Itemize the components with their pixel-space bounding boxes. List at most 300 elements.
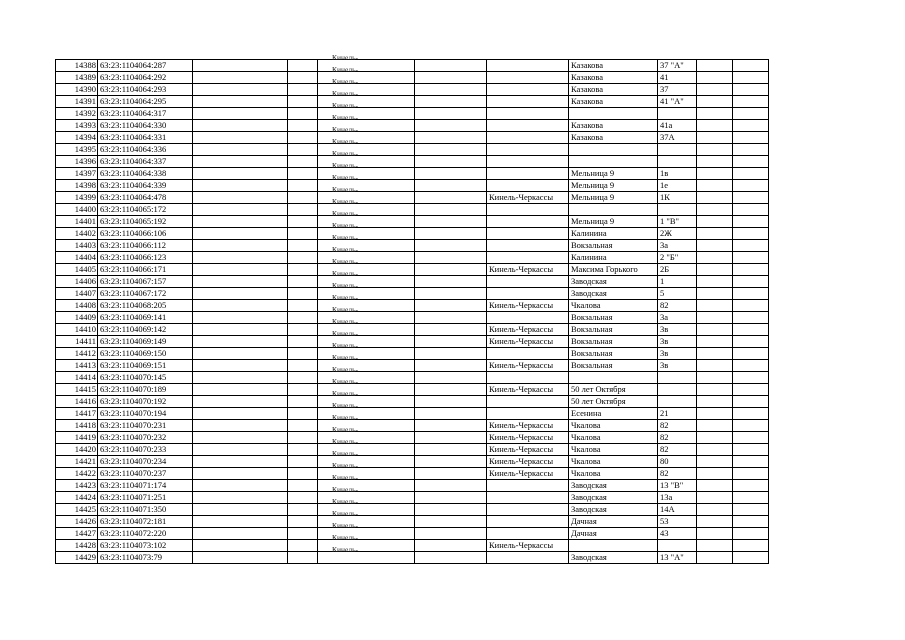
empty-cell bbox=[193, 312, 288, 324]
cadastral-number: 63:23:1104067:172 bbox=[98, 288, 193, 300]
table-row bbox=[56, 420, 769, 432]
city-cell bbox=[487, 288, 569, 300]
cadastral-number: 63:23:1104070:237 bbox=[98, 468, 193, 480]
city-cell: Кинель-Черкассы bbox=[487, 300, 569, 312]
district-text: Кинель- bbox=[332, 377, 359, 386]
empty-cell bbox=[697, 264, 733, 276]
empty-cell bbox=[733, 168, 769, 180]
table-row bbox=[56, 492, 769, 504]
empty-cell bbox=[415, 420, 487, 432]
empty-cell bbox=[193, 72, 288, 84]
empty-cell bbox=[733, 552, 769, 564]
empty-cell bbox=[288, 156, 318, 168]
street-cell: Заводская bbox=[569, 288, 658, 300]
empty-cell bbox=[415, 516, 487, 528]
empty-cell bbox=[193, 408, 288, 420]
house-cell: 82 bbox=[658, 420, 697, 432]
empty-cell bbox=[193, 252, 288, 264]
empty-cell bbox=[733, 60, 769, 72]
row-number: 14426 bbox=[56, 516, 98, 528]
empty-cell bbox=[733, 120, 769, 132]
empty-cell bbox=[415, 384, 487, 396]
empty-cell bbox=[193, 96, 288, 108]
table-row bbox=[56, 396, 769, 408]
table-row bbox=[56, 372, 769, 384]
district-text: Кинель- bbox=[332, 437, 359, 446]
table-row bbox=[56, 144, 769, 156]
empty-cell bbox=[288, 516, 318, 528]
table-row bbox=[56, 480, 769, 492]
empty-cell bbox=[733, 276, 769, 288]
cadastral-number: 63:23:1104064:336 bbox=[98, 144, 193, 156]
district-text: Кинель- bbox=[332, 269, 359, 278]
cadastral-number: 63:23:1104064:339 bbox=[98, 180, 193, 192]
cadastral-number: 63:23:1104069:141 bbox=[98, 312, 193, 324]
empty-cell bbox=[733, 300, 769, 312]
empty-cell bbox=[733, 384, 769, 396]
empty-cell bbox=[697, 348, 733, 360]
house-cell bbox=[658, 384, 697, 396]
house-cell bbox=[658, 108, 697, 120]
cadastral-number: 63:23:1104070:189 bbox=[98, 384, 193, 396]
empty-cell bbox=[733, 396, 769, 408]
house-cell: 80 bbox=[658, 456, 697, 468]
row-number: 14412 bbox=[56, 348, 98, 360]
empty-cell bbox=[288, 96, 318, 108]
row-number: 14416 bbox=[56, 396, 98, 408]
city-cell bbox=[487, 348, 569, 360]
city-cell bbox=[487, 240, 569, 252]
city-cell: Кинель-Черкассы bbox=[487, 324, 569, 336]
table-row bbox=[56, 300, 769, 312]
house-cell: 2Ж bbox=[658, 228, 697, 240]
street-cell: Заводская bbox=[569, 480, 658, 492]
house-cell: 82 bbox=[658, 432, 697, 444]
empty-cell bbox=[415, 432, 487, 444]
empty-cell bbox=[288, 72, 318, 84]
empty-cell bbox=[697, 408, 733, 420]
house-cell: 41а bbox=[658, 120, 697, 132]
house-cell: 41 bbox=[658, 72, 697, 84]
empty-cell bbox=[733, 96, 769, 108]
row-number: 14420 bbox=[56, 444, 98, 456]
empty-cell bbox=[697, 468, 733, 480]
empty-cell bbox=[288, 552, 318, 564]
empty-cell bbox=[733, 540, 769, 552]
empty-cell bbox=[733, 360, 769, 372]
empty-cell bbox=[697, 288, 733, 300]
street-cell bbox=[569, 204, 658, 216]
street-cell: Чкалова bbox=[569, 300, 658, 312]
empty-cell bbox=[697, 456, 733, 468]
empty-cell bbox=[288, 120, 318, 132]
house-cell: 37А bbox=[658, 132, 697, 144]
row-number: 14418 bbox=[56, 420, 98, 432]
empty-cell bbox=[288, 168, 318, 180]
district-text: Кинель- bbox=[332, 257, 359, 266]
empty-cell bbox=[193, 336, 288, 348]
city-cell bbox=[487, 516, 569, 528]
street-cell: Вокзальная bbox=[569, 324, 658, 336]
house-cell bbox=[658, 540, 697, 552]
cadastral-number: 63:23:1104070:194 bbox=[98, 408, 193, 420]
empty-cell bbox=[415, 216, 487, 228]
district-text: Кинель- bbox=[332, 401, 359, 410]
city-cell bbox=[487, 408, 569, 420]
table-row bbox=[56, 264, 769, 276]
district-text: Кинель- bbox=[332, 221, 359, 230]
empty-cell bbox=[193, 420, 288, 432]
empty-cell bbox=[193, 468, 288, 480]
cadastral-number: 63:23:1104064:292 bbox=[98, 72, 193, 84]
cadastral-number: 63:23:1104069:151 bbox=[98, 360, 193, 372]
empty-cell bbox=[733, 408, 769, 420]
district-text: Кинель- bbox=[332, 281, 359, 290]
empty-cell bbox=[193, 504, 288, 516]
empty-cell bbox=[697, 540, 733, 552]
street-cell: Калинина bbox=[569, 228, 658, 240]
street-cell: Вокзальная bbox=[569, 360, 658, 372]
empty-cell bbox=[288, 420, 318, 432]
street-cell: Есенина bbox=[569, 408, 658, 420]
empty-cell bbox=[193, 84, 288, 96]
empty-cell bbox=[415, 144, 487, 156]
empty-cell bbox=[697, 480, 733, 492]
house-cell: 1 bbox=[658, 276, 697, 288]
street-cell: Мельница 9 bbox=[569, 168, 658, 180]
empty-cell bbox=[733, 204, 769, 216]
district-text: Кинель- bbox=[332, 77, 359, 86]
empty-cell bbox=[288, 240, 318, 252]
house-cell: 1 "В" bbox=[658, 216, 697, 228]
empty-cell bbox=[193, 204, 288, 216]
empty-cell bbox=[288, 192, 318, 204]
empty-cell bbox=[288, 540, 318, 552]
empty-cell bbox=[193, 240, 288, 252]
district-text: Кинель- bbox=[332, 317, 359, 326]
city-cell bbox=[487, 528, 569, 540]
empty-cell bbox=[733, 468, 769, 480]
empty-cell bbox=[288, 180, 318, 192]
empty-cell bbox=[193, 552, 288, 564]
empty-cell bbox=[733, 348, 769, 360]
row-number: 14413 bbox=[56, 360, 98, 372]
empty-cell bbox=[288, 216, 318, 228]
row-number: 14423 bbox=[56, 480, 98, 492]
city-cell bbox=[487, 480, 569, 492]
city-cell bbox=[487, 276, 569, 288]
street-cell bbox=[569, 372, 658, 384]
table-row bbox=[56, 252, 769, 264]
empty-cell bbox=[193, 288, 288, 300]
empty-cell bbox=[288, 372, 318, 384]
cadastral-number: 63:23:1104064:295 bbox=[98, 96, 193, 108]
empty-cell bbox=[697, 192, 733, 204]
city-cell bbox=[487, 72, 569, 84]
empty-cell bbox=[415, 72, 487, 84]
district-text: Кинель- bbox=[332, 185, 359, 194]
empty-cell bbox=[288, 360, 318, 372]
city-cell bbox=[487, 504, 569, 516]
row-number: 14419 bbox=[56, 432, 98, 444]
empty-cell bbox=[697, 276, 733, 288]
row-number: 14410 bbox=[56, 324, 98, 336]
city-cell: Кинель-Черкассы bbox=[487, 192, 569, 204]
empty-cell bbox=[193, 300, 288, 312]
empty-cell bbox=[193, 324, 288, 336]
empty-cell bbox=[697, 552, 733, 564]
house-cell: 2 "Б" bbox=[658, 252, 697, 264]
empty-cell bbox=[697, 420, 733, 432]
cadastral-number: 63:23:1104064:287 bbox=[98, 60, 193, 72]
empty-cell bbox=[415, 108, 487, 120]
house-cell: 37 "А" bbox=[658, 60, 697, 72]
city-cell bbox=[487, 252, 569, 264]
empty-cell bbox=[193, 264, 288, 276]
city-cell bbox=[487, 372, 569, 384]
cadastral-number: 63:23:1104073:79 bbox=[98, 552, 193, 564]
empty-cell bbox=[288, 432, 318, 444]
row-number: 14425 bbox=[56, 504, 98, 516]
district-text: Кинель- bbox=[332, 425, 359, 434]
empty-cell bbox=[193, 492, 288, 504]
city-cell bbox=[487, 120, 569, 132]
table-row bbox=[56, 444, 769, 456]
row-number: 14399 bbox=[56, 192, 98, 204]
cadastral-number: 63:23:1104072:181 bbox=[98, 516, 193, 528]
row-number: 14402 bbox=[56, 228, 98, 240]
row-number: 14400 bbox=[56, 204, 98, 216]
empty-cell bbox=[288, 408, 318, 420]
table-row bbox=[56, 180, 769, 192]
empty-cell bbox=[697, 324, 733, 336]
empty-cell bbox=[415, 312, 487, 324]
empty-cell bbox=[193, 156, 288, 168]
table-row bbox=[56, 540, 769, 552]
house-cell: 53 bbox=[658, 516, 697, 528]
empty-cell bbox=[415, 348, 487, 360]
street-cell: Вокзальная bbox=[569, 348, 658, 360]
empty-cell bbox=[733, 216, 769, 228]
house-cell bbox=[658, 372, 697, 384]
empty-cell bbox=[733, 192, 769, 204]
table-row bbox=[56, 72, 769, 84]
city-cell bbox=[487, 492, 569, 504]
street-cell: Казакова bbox=[569, 60, 658, 72]
table-row bbox=[56, 60, 769, 72]
empty-cell bbox=[697, 96, 733, 108]
street-cell: Максима Горького bbox=[569, 264, 658, 276]
empty-cell bbox=[288, 456, 318, 468]
cadastral-number: 63:23:1104064:478 bbox=[98, 192, 193, 204]
street-cell: Заводская bbox=[569, 504, 658, 516]
street-cell: Чкалова bbox=[569, 444, 658, 456]
empty-cell bbox=[415, 276, 487, 288]
empty-cell bbox=[193, 540, 288, 552]
house-cell: 13 "В" bbox=[658, 480, 697, 492]
empty-cell bbox=[415, 156, 487, 168]
empty-cell bbox=[415, 240, 487, 252]
empty-cell bbox=[415, 60, 487, 72]
empty-cell bbox=[697, 132, 733, 144]
empty-cell bbox=[193, 276, 288, 288]
row-number: 14404 bbox=[56, 252, 98, 264]
row-number: 14401 bbox=[56, 216, 98, 228]
empty-cell bbox=[733, 444, 769, 456]
empty-cell bbox=[733, 420, 769, 432]
district-text: Кинель- bbox=[332, 89, 359, 98]
district-text: Кинель- bbox=[332, 485, 359, 494]
house-cell bbox=[658, 156, 697, 168]
empty-cell bbox=[288, 312, 318, 324]
city-cell: Кинель-Черкассы bbox=[487, 360, 569, 372]
empty-cell bbox=[697, 384, 733, 396]
empty-cell bbox=[733, 480, 769, 492]
district-text: Кинель- bbox=[332, 341, 359, 350]
cadastral-number: 63:23:1104069:150 bbox=[98, 348, 193, 360]
district-text: Кинель- bbox=[332, 365, 359, 374]
empty-cell bbox=[697, 84, 733, 96]
empty-cell bbox=[415, 408, 487, 420]
house-cell: 21 bbox=[658, 408, 697, 420]
district-text: Кинель- bbox=[332, 413, 359, 422]
district-text: Кинель- bbox=[332, 113, 359, 122]
street-cell: Заводская bbox=[569, 276, 658, 288]
street-cell: Мельница 9 bbox=[569, 180, 658, 192]
city-cell: Кинель-Черкассы bbox=[487, 432, 569, 444]
district-text: Кинель- bbox=[332, 449, 359, 458]
empty-cell bbox=[288, 252, 318, 264]
cadastral-number: 63:23:1104072:220 bbox=[98, 528, 193, 540]
empty-cell bbox=[415, 504, 487, 516]
empty-cell bbox=[697, 240, 733, 252]
table-row bbox=[56, 312, 769, 324]
city-cell bbox=[487, 312, 569, 324]
district-text: Кинель- bbox=[332, 353, 359, 362]
district-cell bbox=[318, 545, 415, 564]
row-number: 14393 bbox=[56, 120, 98, 132]
street-cell bbox=[569, 144, 658, 156]
district-text: Кинель- bbox=[332, 509, 359, 518]
table-row bbox=[56, 360, 769, 372]
empty-cell bbox=[697, 516, 733, 528]
empty-cell bbox=[733, 516, 769, 528]
table-row bbox=[56, 288, 769, 300]
cadastral-number: 63:23:1104071:251 bbox=[98, 492, 193, 504]
cadastral-number: 63:23:1104073:102 bbox=[98, 540, 193, 552]
house-cell: 3в bbox=[658, 324, 697, 336]
table-row bbox=[56, 516, 769, 528]
empty-cell bbox=[733, 312, 769, 324]
street-cell: Казакова bbox=[569, 72, 658, 84]
house-cell: 3в bbox=[658, 348, 697, 360]
empty-cell bbox=[288, 228, 318, 240]
cadastral-number: 63:23:1104069:149 bbox=[98, 336, 193, 348]
house-cell bbox=[658, 204, 697, 216]
house-cell: 43 bbox=[658, 528, 697, 540]
street-cell: Казакова bbox=[569, 132, 658, 144]
empty-cell bbox=[193, 168, 288, 180]
city-cell: Кинель-Черкассы bbox=[487, 264, 569, 276]
table-row bbox=[56, 276, 769, 288]
empty-cell bbox=[288, 84, 318, 96]
empty-cell bbox=[733, 324, 769, 336]
house-cell: 1в bbox=[658, 168, 697, 180]
cadastral-number: 63:23:1104070:232 bbox=[98, 432, 193, 444]
table-row bbox=[56, 156, 769, 168]
empty-cell bbox=[193, 516, 288, 528]
table-row bbox=[56, 168, 769, 180]
empty-cell bbox=[733, 240, 769, 252]
empty-cell bbox=[733, 372, 769, 384]
city-cell bbox=[487, 216, 569, 228]
empty-cell bbox=[415, 120, 487, 132]
row-number: 14407 bbox=[56, 288, 98, 300]
cadastral-table bbox=[55, 53, 769, 564]
cadastral-number: 63:23:1104070:234 bbox=[98, 456, 193, 468]
row-number: 14421 bbox=[56, 456, 98, 468]
table-row bbox=[56, 84, 769, 96]
empty-cell bbox=[193, 228, 288, 240]
empty-cell bbox=[415, 336, 487, 348]
house-cell: 82 bbox=[658, 468, 697, 480]
house-cell: 13а bbox=[658, 492, 697, 504]
city-cell bbox=[487, 96, 569, 108]
street-cell: Дачная bbox=[569, 516, 658, 528]
row-number: 14395 bbox=[56, 144, 98, 156]
row-number: 14389 bbox=[56, 72, 98, 84]
street-cell: Дачная bbox=[569, 528, 658, 540]
empty-cell bbox=[193, 180, 288, 192]
city-cell bbox=[487, 228, 569, 240]
empty-cell bbox=[415, 264, 487, 276]
empty-cell bbox=[733, 84, 769, 96]
empty-cell bbox=[288, 480, 318, 492]
street-cell: Чкалова bbox=[569, 432, 658, 444]
table-row bbox=[56, 384, 769, 396]
empty-cell bbox=[415, 528, 487, 540]
district-text: Кинель- bbox=[332, 461, 359, 470]
house-cell: 1К bbox=[658, 192, 697, 204]
empty-cell bbox=[193, 384, 288, 396]
empty-cell bbox=[415, 492, 487, 504]
empty-cell bbox=[193, 144, 288, 156]
table-row bbox=[56, 240, 769, 252]
cadastral-number: 63:23:1104070:233 bbox=[98, 444, 193, 456]
empty-cell bbox=[288, 396, 318, 408]
row-number: 14388 bbox=[56, 60, 98, 72]
empty-cell bbox=[733, 252, 769, 264]
empty-cell bbox=[415, 168, 487, 180]
empty-cell bbox=[288, 300, 318, 312]
row-number: 14405 bbox=[56, 264, 98, 276]
empty-cell bbox=[733, 432, 769, 444]
empty-cell bbox=[415, 84, 487, 96]
empty-cell bbox=[415, 396, 487, 408]
city-cell: Кинель-Черкассы bbox=[487, 444, 569, 456]
table-row bbox=[56, 528, 769, 540]
empty-cell bbox=[733, 156, 769, 168]
district-text: Кинель- bbox=[332, 245, 359, 254]
street-cell: Вокзальная bbox=[569, 336, 658, 348]
empty-cell bbox=[697, 444, 733, 456]
empty-cell bbox=[697, 252, 733, 264]
empty-cell bbox=[733, 144, 769, 156]
table-row bbox=[56, 504, 769, 516]
empty-cell bbox=[415, 456, 487, 468]
empty-cell bbox=[288, 336, 318, 348]
table-row bbox=[56, 408, 769, 420]
